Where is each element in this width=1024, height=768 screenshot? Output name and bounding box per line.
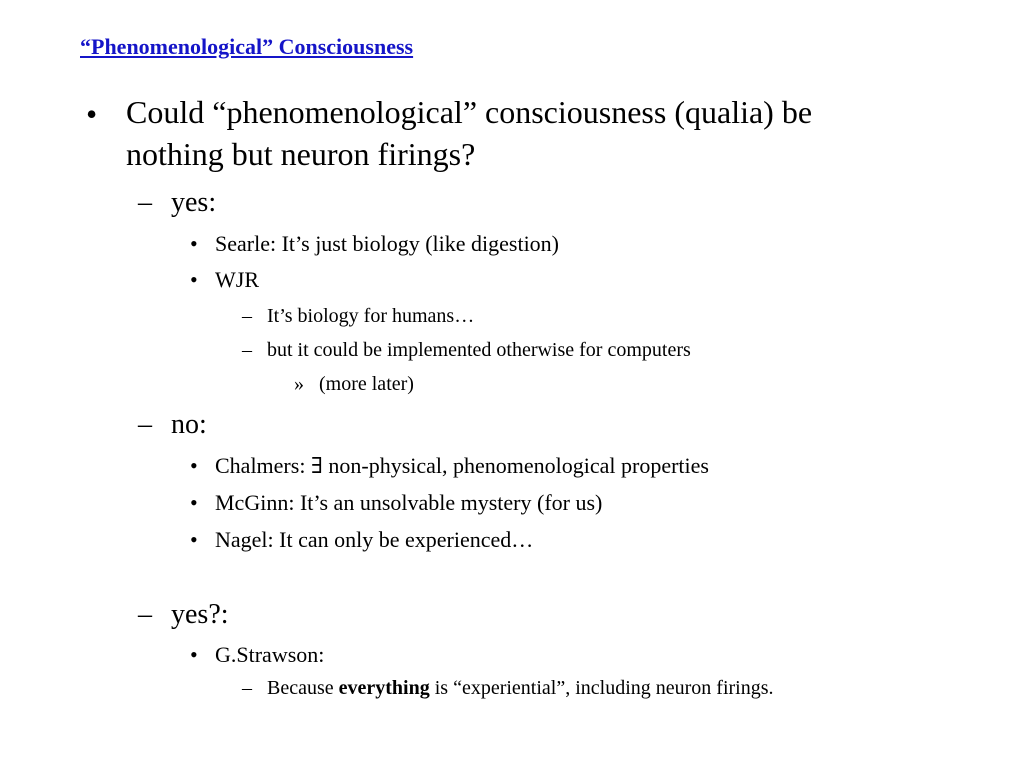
no-label: no:: [171, 409, 207, 440]
raquo-marker: »: [294, 373, 304, 395]
dash-marker: –: [242, 339, 252, 361]
more-later-note: (more later): [319, 373, 414, 395]
searle-point: Searle: It’s just biology (like digestion): [215, 231, 560, 256]
bullet-marker: •: [190, 490, 198, 515]
wjr-subpoint-1: It’s biology for humans…: [267, 305, 475, 327]
wjr-point: WJR: [215, 267, 259, 292]
experiential-text: is “experiential”, including neuron firings.: [429, 677, 774, 699]
main-point-line-2: nothing but neuron firings?: [126, 136, 476, 172]
wjr-subpoint-2: but it could be implemented otherwise for computers: [267, 339, 691, 361]
dash-marker: –: [242, 677, 252, 699]
everything-emphasis: everything: [338, 677, 430, 699]
dash-marker: –: [138, 409, 152, 440]
mcginn-point: McGinn: It’s an unsolvable mystery (for us): [215, 490, 603, 515]
chalmers-point: Chalmers: ∃ non-physical, phenomenological properties: [215, 453, 709, 478]
nagel-point: Nagel: It can only be experienced…: [215, 527, 534, 552]
bullet-marker: •: [190, 453, 198, 478]
yes-maybe-label: yes?:: [171, 599, 229, 630]
main-point-line-1: Could “phenomenological” consciousness (qualia) be: [126, 94, 813, 130]
bullet-marker: •: [190, 267, 198, 292]
slide-title[interactable]: “Phenomenological” Consciousness: [80, 34, 414, 59]
bullet-marker: •: [190, 231, 198, 256]
yes-label: yes:: [171, 187, 217, 218]
bullet-marker: •: [86, 96, 98, 132]
dash-marker: –: [138, 599, 152, 630]
bullet-marker: •: [190, 642, 198, 667]
bullet-marker: •: [190, 527, 198, 552]
because-text: Because: [267, 677, 339, 699]
strawson-subpoint: [267, 677, 774, 700]
strawson-point: G.Strawson:: [215, 642, 325, 667]
dash-marker: –: [138, 187, 152, 218]
dash-marker: –: [242, 305, 252, 327]
